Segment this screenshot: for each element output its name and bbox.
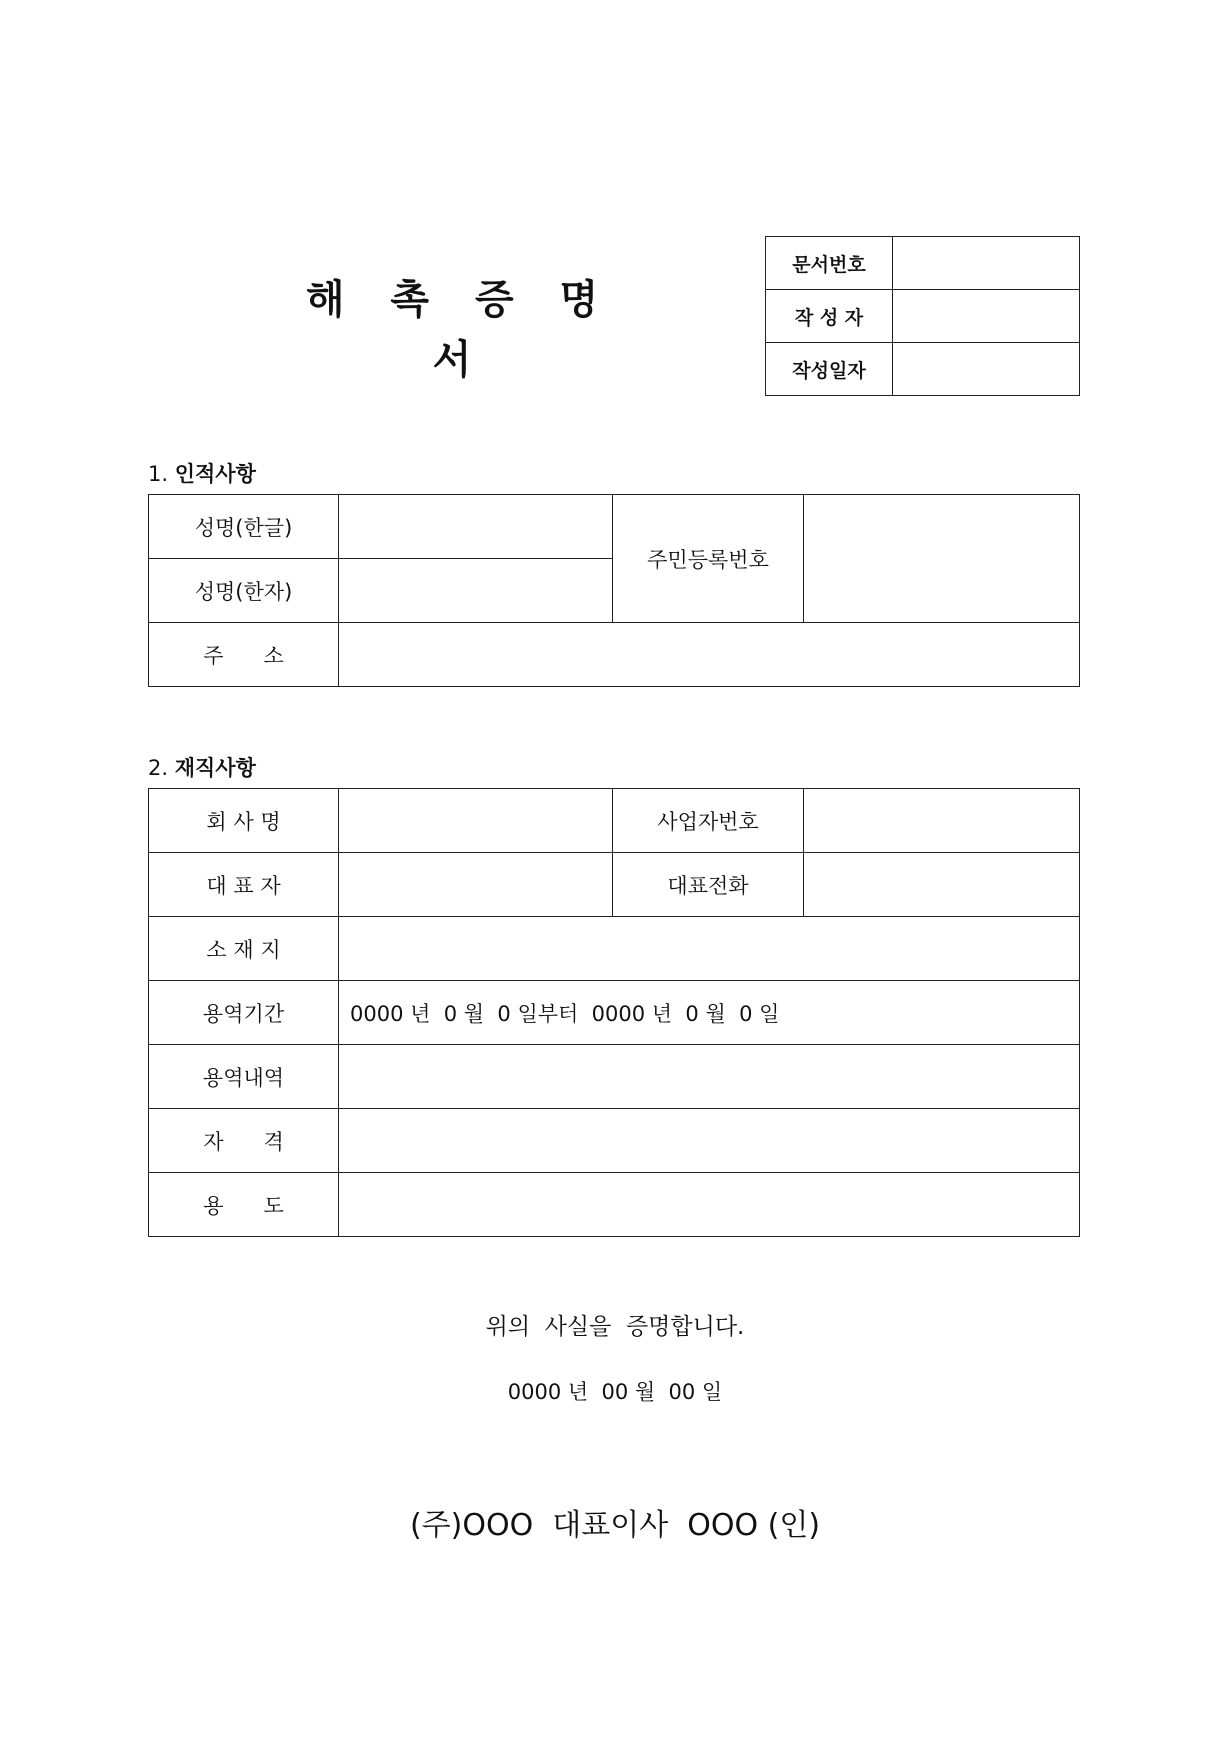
resident-number-field[interactable] (804, 495, 1080, 623)
purpose-label: 용 도 (149, 1173, 339, 1237)
name-hanja-field[interactable] (339, 559, 613, 623)
ceo-field[interactable] (339, 853, 613, 917)
main-phone-field[interactable] (804, 853, 1080, 917)
main-phone-label: 대표전화 (613, 853, 804, 917)
ceo-label: 대 표 자 (149, 853, 339, 917)
employment-info-table (148, 788, 1080, 1237)
qualification-label: 자 격 (149, 1109, 339, 1173)
purpose-field[interactable] (339, 1173, 1080, 1237)
service-details-field[interactable] (339, 1045, 1080, 1109)
service-period-field[interactable]: 0000 년 0 월 0 일부터 0000 년 0 월 0 일 (339, 981, 1080, 1045)
service-details-label: 용역내역 (149, 1045, 339, 1109)
section2-number: 2. (148, 756, 169, 780)
issuer-signature: (주)OOO 대표이사 OOO (인) (409, 1508, 821, 1543)
issue-date: 0000 년 00 월 00 일 (507, 1380, 723, 1404)
document-title: 해 촉 증 명 서 (305, 277, 615, 383)
location-label: 소 재 지 (149, 917, 339, 981)
name-hanja-label: 성명(한자) (149, 559, 339, 623)
business-number-field[interactable] (804, 789, 1080, 853)
business-number-label: 사업자번호 (613, 789, 804, 853)
qualification-field[interactable] (339, 1109, 1080, 1173)
name-korean-label: 성명(한글) (149, 495, 339, 559)
address-label: 주 소 (149, 623, 339, 687)
company-name-label: 회 사 명 (149, 789, 339, 853)
personal-info-table (148, 494, 1080, 687)
section2-title: 재직사항 (174, 756, 256, 780)
author-field[interactable] (893, 290, 1080, 343)
company-name-field[interactable] (339, 789, 613, 853)
section1-number: 1. (148, 462, 169, 486)
section1-title: 인적사항 (174, 462, 256, 486)
address-field[interactable] (339, 623, 1080, 687)
resident-number-label: 주민등록번호 (613, 495, 804, 623)
created-date-field[interactable] (893, 343, 1080, 396)
service-period-label: 용역기간 (149, 981, 339, 1045)
document-meta-table (765, 236, 1080, 396)
created-date-label: 작성일자 (766, 343, 893, 396)
location-field[interactable] (339, 917, 1080, 981)
certification-statement: 위의 사실을 증명합니다. (485, 1314, 745, 1340)
name-korean-field[interactable] (339, 495, 613, 559)
section2-heading (148, 755, 256, 781)
section1-heading (148, 461, 256, 487)
doc-number-label: 문서번호 (766, 237, 893, 290)
doc-number-field[interactable] (893, 237, 1080, 290)
author-label: 작 성 자 (766, 290, 893, 343)
